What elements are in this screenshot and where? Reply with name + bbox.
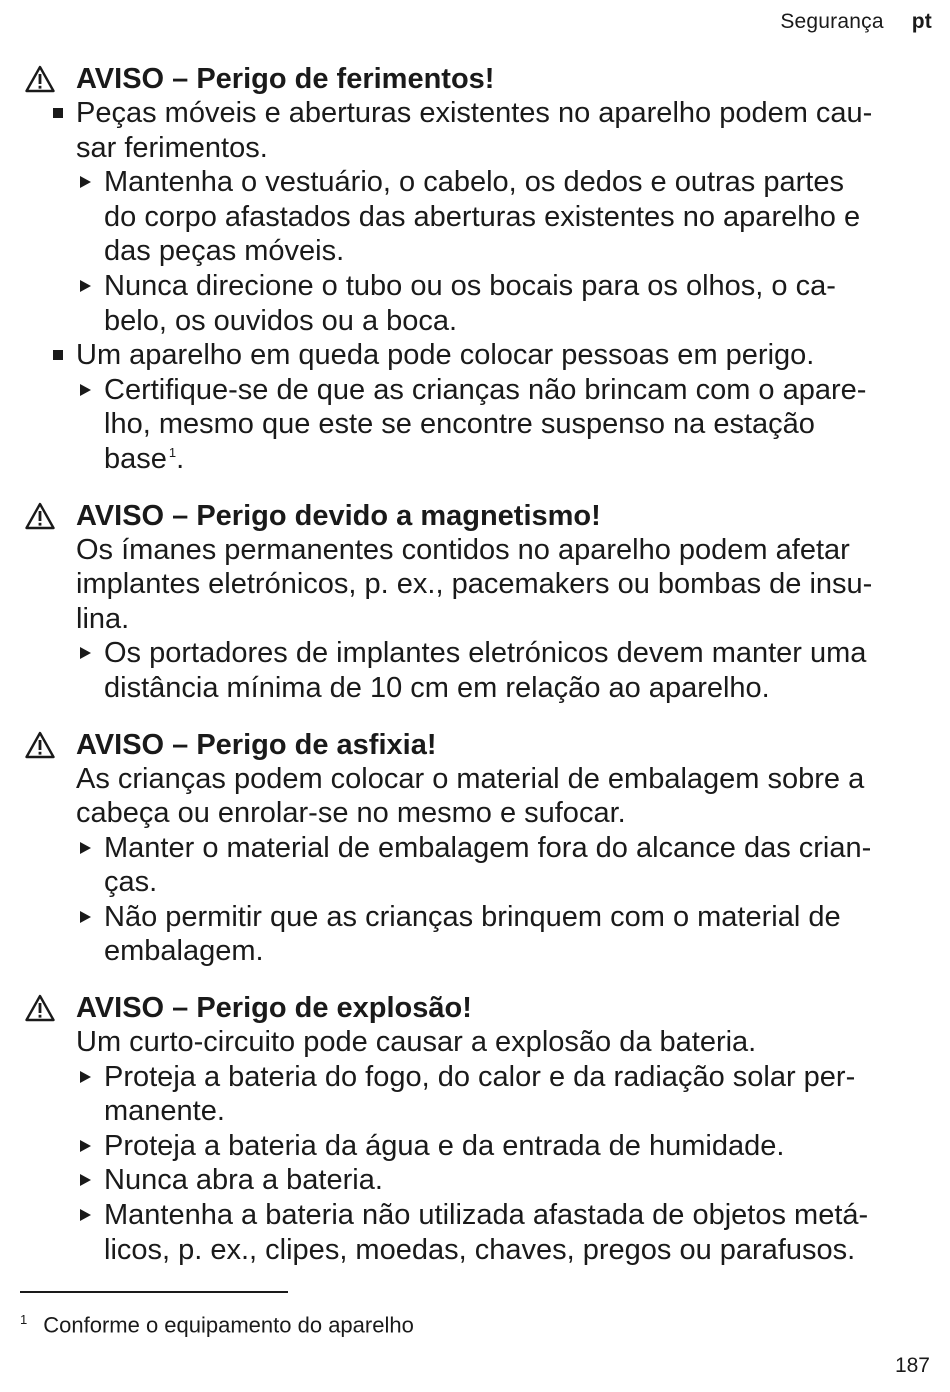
warning-triangle-icon — [25, 731, 55, 759]
warning-text — [76, 1025, 934, 1060]
text-line: das peças móveis. — [104, 235, 345, 268]
text-line: Peças móveis e aberturas existentes no aparelho podem cau- — [76, 97, 873, 129]
square-bullet-icon — [53, 350, 63, 360]
warning-text — [76, 762, 934, 831]
instruction-item — [76, 1129, 934, 1164]
footnote-reference: 1 — [168, 445, 177, 461]
text-line: sar ferimentos. — [76, 131, 268, 164]
instruction-item — [76, 269, 934, 338]
arrow-bullet-icon — [80, 1140, 91, 1152]
arrow-bullet-icon — [80, 1174, 91, 1186]
text-line: embalagem. — [104, 935, 264, 968]
safety-warnings — [0, 62, 950, 1289]
arrow-bullet-icon — [80, 911, 91, 923]
warning-triangle-icon — [25, 994, 55, 1022]
text-line: Manter o material de embalagem fora do alcance das crian- — [104, 831, 872, 864]
warning-block — [0, 991, 950, 1267]
warning-title: AVISO – Perigo de explosão! — [76, 992, 472, 1025]
page-header — [780, 10, 932, 34]
text-line: do corpo afastados das aberturas existentes no aparelho e — [104, 200, 861, 233]
warning-block — [0, 728, 950, 970]
arrow-bullet-icon — [80, 1071, 91, 1083]
instruction-item — [76, 165, 934, 269]
text-line: lho, mesmo que este se encontre suspenso na estação — [104, 408, 815, 441]
instruction-item — [76, 636, 934, 705]
page-number: 187 — [894, 1354, 930, 1377]
text-line: As crianças podem colocar o material de embalagem sobre a — [76, 762, 865, 795]
text-line: Os ímanes permanentes contidos no aparelho podem afetar — [76, 533, 850, 566]
text-fragment: base — [104, 442, 167, 475]
warning-triangle-icon — [25, 65, 55, 93]
arrow-bullet-icon — [80, 384, 91, 396]
warning-triangle-icon — [25, 502, 55, 530]
arrow-bullet-icon — [80, 176, 91, 188]
warning-title: AVISO – Perigo de asfixia! — [76, 728, 437, 761]
hazard-item — [76, 96, 934, 165]
instruction-item — [76, 1060, 934, 1129]
arrow-bullet-icon — [80, 1209, 91, 1221]
text-line: Nunca abra a bateria. — [104, 1164, 383, 1197]
text-line: Um curto-circuito pode causar a explosão da bateria. — [76, 1026, 757, 1059]
text-line: Um aparelho em queda pode colocar pessoas em perigo. — [76, 339, 815, 372]
language-code: pt — [911, 10, 932, 33]
arrow-bullet-icon — [80, 647, 91, 659]
footnote-text: Conforme o equipamento do aparelho — [43, 1312, 414, 1338]
instruction-item — [76, 1163, 934, 1198]
text-line: distância mínima de 10 cm em relação ao aparelho. — [104, 671, 770, 704]
warning-title: AVISO – Perigo devido a magnetismo! — [76, 499, 601, 532]
text-line: implantes eletrónicos, p. ex., pacemakers ou bombas de insu- — [76, 568, 873, 601]
text-line: cabeça ou enrolar-se no mesmo e sufocar. — [76, 797, 626, 830]
text-line: Proteja a bateria do fogo, do calor e da radiação solar per- — [104, 1060, 856, 1093]
text-line: Os portadores de implantes eletrónicos devem manter uma — [104, 637, 867, 670]
instruction-item — [76, 831, 934, 900]
square-bullet-icon — [53, 108, 63, 118]
text-line — [104, 442, 934, 477]
hazard-item — [76, 338, 934, 373]
text-line: manente. — [104, 1095, 225, 1128]
instruction-item — [76, 1198, 934, 1267]
footnote-divider — [20, 1291, 288, 1293]
text-fragment: . — [176, 442, 185, 475]
instruction-item — [76, 900, 934, 969]
warning-block — [0, 62, 950, 477]
arrow-bullet-icon — [80, 842, 91, 854]
footnote — [20, 1306, 414, 1339]
text-line: lina. — [76, 602, 130, 635]
warning-text — [76, 533, 934, 637]
instruction-item — [76, 373, 934, 477]
warning-title: AVISO – Perigo de ferimentos! — [76, 63, 495, 95]
text-line: ças. — [104, 866, 158, 899]
arrow-bullet-icon — [80, 280, 91, 292]
text-line: Certifique-se de que as crianças não brincam com o apare- — [104, 373, 867, 406]
text-line: Proteja a bateria da água e da entrada de humidade. — [104, 1129, 785, 1162]
warning-block — [0, 499, 950, 706]
text-line: Mantenha a bateria não utilizada afastada de objetos metá- — [104, 1199, 869, 1232]
text-line: Nunca direcione o tubo ou os bocais para os olhos, o ca- — [104, 269, 836, 302]
footnote-mark: 1 — [20, 1312, 28, 1327]
text-line: Mantenha o vestuário, o cabelo, os dedos e outras partes — [104, 166, 844, 199]
section-label: Segurança — [780, 10, 884, 33]
text-line: Não permitir que as crianças brinquem com o material de — [104, 900, 841, 933]
text-line: belo, os ouvidos ou a boca. — [104, 304, 458, 337]
text-line: licos, p. ex., clipes, moedas, chaves, pregos ou parafusos. — [104, 1233, 856, 1266]
